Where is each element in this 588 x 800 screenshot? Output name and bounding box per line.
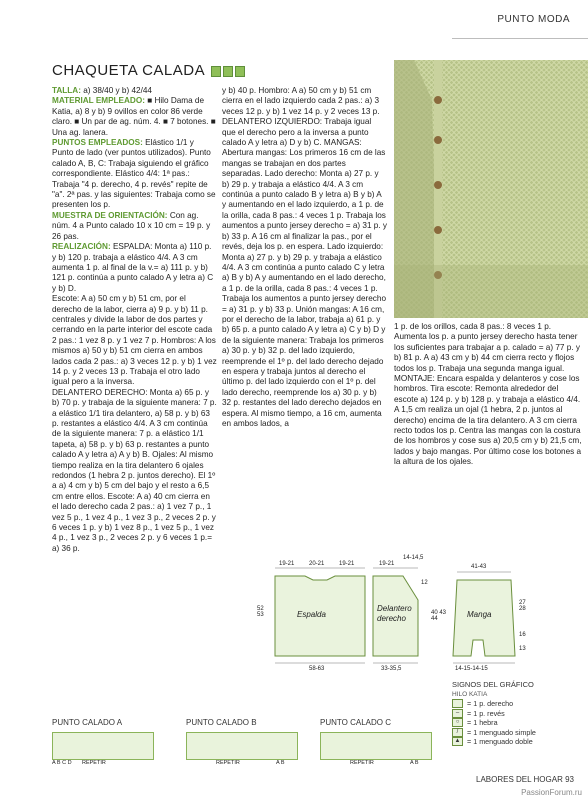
motif-icon xyxy=(211,66,221,77)
chart-c xyxy=(320,718,440,768)
measure-top-1: 19-21 xyxy=(279,561,295,567)
chart-a xyxy=(52,718,172,768)
text-column-1 xyxy=(52,86,217,686)
text-column-3: 1 p. de los orillos, cada 8 pas.: 8 veces 1 p. Aumenta los p. a punto jersey derecho hasta tener los suficientes para trabajar a p. calado = a) 77 p. y b) 81 p. A a) 43 cm y b) 44 cm cierra recto y flojos todos los p. Trabaja una segunda manga igual. MONTAJE: Encara espalda y delanteros y cose los hombros. Tira escote: Remonta alrededor del escote a) 124 p. y b) 128 p. y trabaja a elástico 4/4. A 1,5 cm realiza un ojal (1 hebra, 2 p. juntos al derecho) encima de la tira delantero. A 3 cm cierra recto todos los p. Centra las mangas con la costura de los hombros y cose sus a) 20,5 cm y b) 21,5 cm, lados y bajo mangas. Por último cose los botones a la altura de los ojales. xyxy=(394,322,582,467)
section-header: PUNTO MODA xyxy=(497,14,570,25)
yarnover-symbol-icon: ○ xyxy=(452,718,463,727)
measure-right-2: 40 43 44 xyxy=(431,610,447,622)
double-decrease-symbol-icon: ▲ xyxy=(452,737,463,746)
chart-a-letters: A B C D xyxy=(52,760,72,766)
measure-right-3: 27 28 xyxy=(519,600,526,612)
measure-bottom-2: 33-35,5 xyxy=(381,666,402,672)
chart-a-repetir: REPETIR xyxy=(82,760,106,766)
knit-symbol-icon xyxy=(452,699,463,708)
legend-title: SIGNOS DEL GRÁFICO xyxy=(452,680,534,689)
text-column-2: y b) 40 p. Hombro: A a) 50 cm y b) 51 cm cierra en el lado izquierdo cada 2 pas.: a) 3 veces 12 p. y b) 1 vez 14 p. y 2 veces 13 p. DELANTERO IZQUIERDO: Trabaja igual que el derecho pero a la inversa a punto calado A y letra a) D y b) C. MANGAS: Abertura mangas: Los primeros 16 cm de las mangas se trabajan en dos partes separadas. Lado derecho: Monta a) 27 p. y b) 29 p. y trabaja a elástico 4/4. A 3 cm continúa a punto calado B y letra a) B y b) A y aumentando en el lado izquierdo, a 1 p. de la orilla, cada 8 pas.: 4 veces 1 p. Trabaja los aumentos a punto jersey derecho = a) 31 p. y b) 33 p. A 16 cm al finalizar la pas., por el revés, deja los p. en espera. Lado izquierdo: Monta a) 27 p. y b) 29 p. y trabaja a elástico 4/4. A 3 cm continúa a punto calado C y letra a) B y b) A y aumentando en el lado derecho, a 1 p. de la orilla, cada 8 pas.: 4 veces 1 p. Trabaja los aumentos a punto jersey derecho = a) 31 p. y b) 33 p. Unión mangas: A 16 cm, por el derecho de la labor, trabaja a) 61 p. y b) 65 p. a punto calado A y letra a) C y b) D y de la siguiente manera: Trabaja los primeros a) 30 p. y b) 32 p. del lado izquierdo, reemprende el 1º p. del lado derecho dejado en espera y trabaja juntos al derecho el último p. del lado izquierdo con el 1º p. del lado derecho, reemprende los a) 30 p. y b) 32 p. restantes del lado derecho dejados en espera. Al mismo tiempo, a 16 cm, aumenta en ambos lados, a xyxy=(222,86,387,428)
motif-icon xyxy=(223,66,233,77)
para-realizacion: REALIZACIÓN: ESPALDA: Monta a) 110 p. y b) 120 p. trabaja a elástico 4/4. A 3 cm aumenta 1 p. al final de la v.= a) 111 p. y b) 121 p. continúa a punto calado A y letra a) C y b) D. xyxy=(52,242,214,293)
chart-c-grid xyxy=(320,732,432,760)
cardigan-photo xyxy=(394,60,588,318)
page-footer: LABORES DEL HOGAR 93 xyxy=(476,775,574,784)
measure-bottom-1: 58-63 xyxy=(309,666,325,672)
chart-b-grid xyxy=(186,732,298,760)
chart-a-title: PUNTO CALADO A xyxy=(52,718,123,727)
title-text: CHAQUETA CALADA xyxy=(52,62,205,79)
schematic-diagrams xyxy=(253,555,553,678)
para-material: MATERIAL EMPLEADO: ■ Hilo Dama de Katia, a) 8 y b) 9 ovillos en color 86 verde claro. ■ Un par de ag. núm. 4. ■ 7 botones. ■ Una ag. lanera. xyxy=(52,96,216,137)
chart-c-title: PUNTO CALADO C xyxy=(320,718,391,727)
header-rule xyxy=(452,38,588,39)
purl-symbol-icon: – xyxy=(452,709,463,718)
measure-right-4: 16 xyxy=(519,632,526,638)
watermark-site: PassionForum.ru xyxy=(521,788,582,797)
chart-a-grid xyxy=(52,732,154,760)
legend-item: / = 1 menguado simple xyxy=(452,728,582,738)
measure-top-2: 20-21 xyxy=(309,561,325,567)
measure-top-3: 19-21 xyxy=(339,561,355,567)
measure-top-4: 19-21 xyxy=(379,561,395,567)
measure-right-1: 12 xyxy=(421,580,428,586)
chart-b-repetir: REPETIR xyxy=(216,760,240,766)
decrease-symbol-icon: / xyxy=(452,728,463,737)
legend-item: = 1 p. derecho xyxy=(452,699,582,709)
measure-right-5: 13 xyxy=(519,646,526,652)
legend-item: – = 1 p. revés xyxy=(452,709,582,719)
chart-b-title: PUNTO CALADO B xyxy=(186,718,257,727)
measure-top-6: 41-43 xyxy=(471,564,487,570)
para-escote: Escote: A a) 50 cm y b) 51 cm, por el derecho de la labor, cierra a) 9 p. y b) 11 p. centrales y divide la labor de dos partes y cerrando en la parte interior del escote cada 2 pas.: 1 vez 8 p. y 1 vez 7 p. Hombros: A los mismos a) 50 y b) 51 cm cierra en ambos lados cada 2 pas.: a) 3 veces 12 p. y b) 1 vez 14 p. y 2 veces 13 p. Trabaja el otro lado igual pero a la inversa. xyxy=(52,294,217,387)
para-talla: TALLA: a) 38/40 y b) 42/44 xyxy=(52,86,152,95)
chart-b xyxy=(186,718,306,768)
para-delantero: DELANTERO DERECHO: Monta a) 65 p. y b) 70 p. y trabaja de la siguiente manera: 7 p. a elástico 1/1 tira delantero, a) 58 p. y b) 63 p. restantes a elástico 4/4. A 3 cm continúa de la siguiente manera: 7 p. a elástico 1/1 tapeta, a) 58 p. y b) 63 p. restantes a punto calado A y letra a) A y b) B. Ojales: Al mismo tiempo realiza en la tira delantero 6 ojales redondos (1 hebra 2 p. juntos derecho). El 1º a a) 4 cm y b) 5 cm del bajo y el resto a 6,5 cm entre ellos. Escote: A a) 40 cm cierra en el lado derecho cada 2 pas.: a) 1 vez 7 p., 1 vez 5 p., 1 vez 4 p., 1 vez 3 p., 2 veces 2 p. y 6 veces 1 p. y b) 1 vez 8 p., 1 vez 5 p., 1 vez 4 p., 1 vez 3 p., 2 veces 2 p. y 6 veces 1 p.= a) 36 p. xyxy=(52,387,217,553)
chart-c-letters: A B xyxy=(410,760,419,766)
para-muestra: MUESTRA DE ORIENTACIÓN: Con ag. núm. 4 a Punto calado 10 x 10 cm = 19 p. y 26 pas. xyxy=(52,210,211,241)
measure-top-5: 14-14,5 xyxy=(403,555,424,561)
legend xyxy=(452,680,582,747)
legend-subtitle: HILO KATIA xyxy=(452,690,488,698)
motif-icon xyxy=(235,66,245,77)
legend-item: ▲ = 1 menguado doble xyxy=(452,737,582,747)
chart-b-letters: A B xyxy=(276,760,285,766)
measure-bottom-3: 14-15-14-15 xyxy=(455,666,488,672)
para-puntos: PUNTOS EMPLEADOS: Elástico 1/1 y Punto de lado (ver puntos utilizados). Punto calado A, B, C: Trabaja siguiendo el gráfico correspondiente. Elástico 4/4: 1ª pas.: Trabaja "4 p. derecho, 4 p. revés" repite de "a". 2ª pas. y las siguientes: Trabaja como se presenten los p. xyxy=(52,138,216,210)
page-title xyxy=(52,62,245,79)
label-delantero: Delantero derecho xyxy=(377,604,412,623)
measure-left-1: 52 53 xyxy=(257,606,264,618)
chart-c-repetir: REPETIR xyxy=(350,760,374,766)
label-espalda: Espalda xyxy=(297,610,326,619)
label-manga: Manga xyxy=(467,610,492,619)
legend-item: ○ = 1 hebra xyxy=(452,718,582,728)
